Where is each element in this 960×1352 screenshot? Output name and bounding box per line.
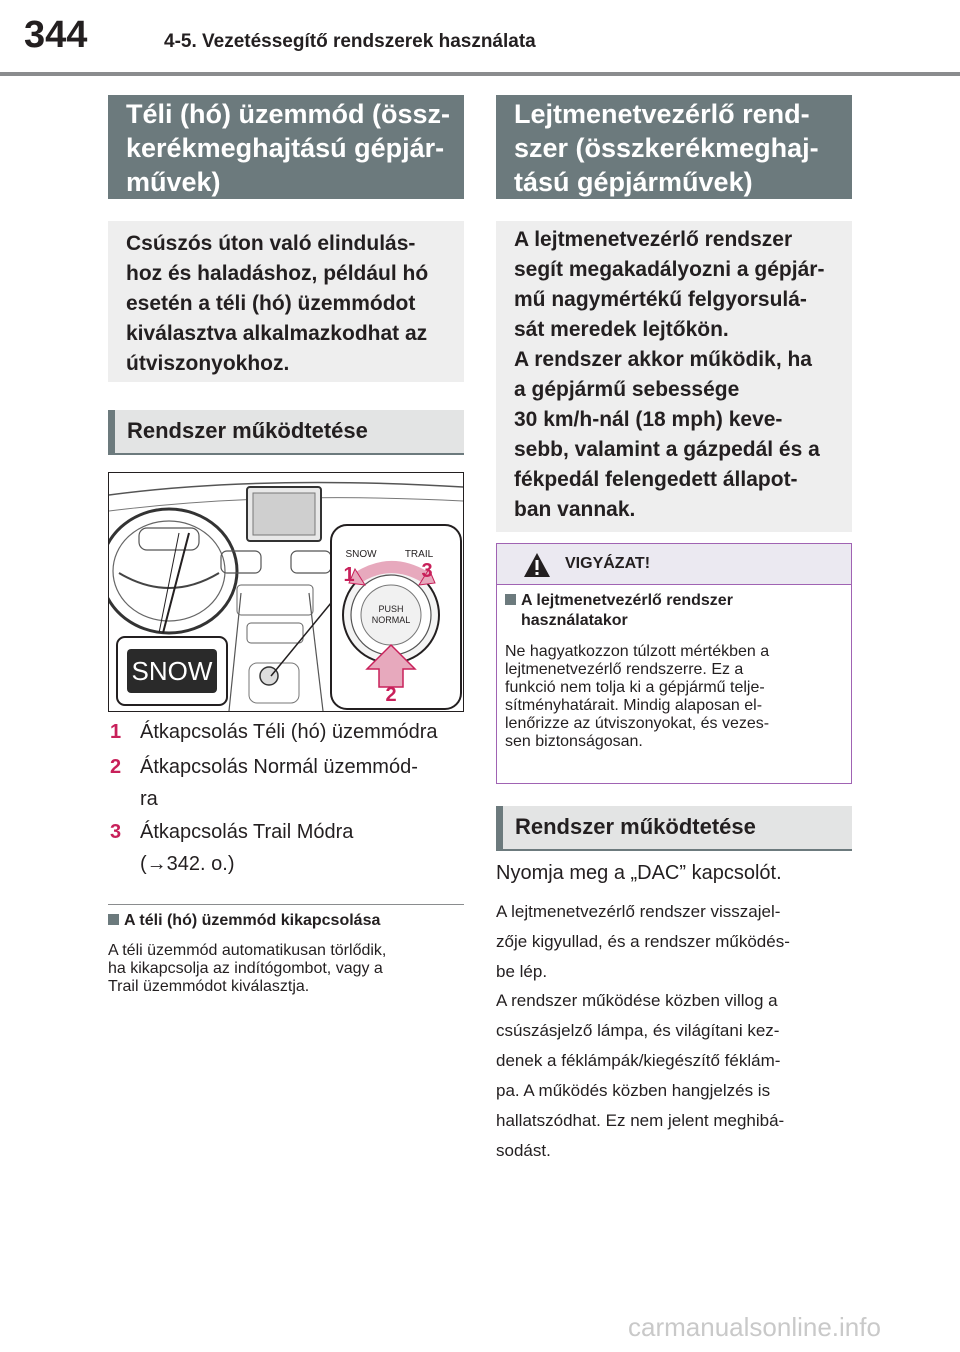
paragraph-line: csúszásjelző lámpa, és világítani kez-	[496, 1021, 780, 1040]
lead-line: esetén a téli (hó) üzemmódot	[126, 292, 416, 315]
caution-line: funkció nem tolja ki a gépjármű telje-	[505, 679, 765, 696]
paragraph-line: denek a féklámpák/kiegészítő féklám-	[496, 1051, 781, 1070]
note-divider	[108, 904, 464, 905]
paragraph-operation	[496, 986, 856, 1166]
note-title	[108, 912, 380, 930]
caution-label: VIGYÁZAT!	[565, 555, 651, 572]
section-title-dac	[496, 95, 852, 199]
paragraph-line: A rendszer működése közben villog a	[496, 991, 778, 1010]
lead-box-dac	[496, 221, 852, 532]
lead-line: A rendszer akkor működik, ha	[514, 348, 812, 371]
callout-2: 2	[385, 684, 397, 706]
caution-item-title	[505, 591, 733, 631]
note-line: Trail üzemmódot kiválasztja.	[108, 978, 310, 995]
step-text: ra	[140, 788, 158, 810]
lead-line: 30 km/h-nál (18 mph) keve-	[514, 408, 783, 431]
step-text: Átkapcsolás Téli (hó) üzemmódra	[140, 721, 438, 743]
caution-line: sítményhatárait. Mindig alaposan el-	[505, 697, 763, 714]
instruction-text: Nyomja meg a „DAC” kapcsolót.	[496, 862, 782, 884]
lead-line: sát meredek lejtőkön.	[514, 318, 729, 341]
page-number: 344	[24, 14, 88, 56]
step-number: 2	[110, 756, 122, 778]
section-title-snow-mode	[108, 95, 464, 199]
lead-line: segít megakadályozni a gépjár-	[514, 258, 825, 281]
caution-box	[496, 543, 852, 784]
title-line: tású gépjárművek)	[514, 167, 753, 197]
paragraph-indicator	[496, 897, 856, 987]
lead-line: fékpedál felengedett állapot-	[514, 468, 798, 491]
step-text: Átkapcsolás Trail Módra	[140, 821, 354, 843]
lead-line: Csúszós úton való elindulás-	[126, 232, 416, 255]
lead-line: kiválasztva alkalmazkodhat az	[126, 322, 428, 345]
dashboard-illustration	[109, 473, 463, 711]
callout-3: 3	[421, 560, 433, 582]
step-3	[110, 817, 466, 881]
caution-line: sen biztonságosan.	[505, 733, 643, 750]
subheading-text: Rendszer működtetése	[127, 418, 368, 443]
paragraph-line: be lép.	[496, 962, 548, 981]
lead-line: mű nagymértékű felgyorsulá-	[514, 288, 807, 311]
paragraph-line: pa. A működés közben hangjelzés is	[496, 1081, 771, 1100]
note-line: ha kikapcsolja az indítógombot, vagy a	[108, 960, 383, 977]
snow-indicator-label: SNOW	[131, 656, 213, 686]
caution-title-line: A lejtmenetvezérlő rendszer	[521, 592, 733, 609]
warning-triangle-icon	[523, 552, 551, 578]
caution-header	[497, 544, 851, 585]
paragraph-line: zője kigyullad, és a rendszer működés-	[496, 932, 790, 951]
bullet-square-icon	[505, 594, 516, 605]
step-number: 1	[110, 721, 122, 743]
title-line: művek)	[126, 167, 221, 197]
note-body	[108, 942, 464, 996]
paragraph-line: sodást.	[496, 1141, 551, 1160]
dashboard-figure	[108, 472, 464, 712]
step-2	[110, 752, 466, 816]
subheading-operation-right	[496, 806, 852, 851]
step-1	[110, 717, 466, 749]
title-line: kerékmeghajtású gépjár-	[126, 133, 445, 163]
subheading-operation-left	[108, 410, 464, 455]
lead-line: útviszonyokhoz.	[126, 352, 290, 375]
step-text: Átkapcsolás Normál üzemmód-	[140, 756, 418, 778]
normal-label: NORMAL	[371, 615, 411, 625]
push-label: PUSH	[378, 604, 404, 614]
lead-line: a gépjármű sebessége	[514, 378, 740, 401]
paragraph-line: A lejtmenetvezérlő rendszer visszajel-	[496, 902, 781, 921]
step-text: (→342. o.)	[140, 853, 235, 875]
step-number: 3	[110, 821, 122, 843]
lead-line: sebb, valamint a gázpedál és a	[514, 438, 820, 461]
caution-line: lejtmenetvezérlő rendszerre. Ez a	[505, 661, 744, 678]
subheading-text: Rendszer működtetése	[515, 814, 756, 839]
title-line: Lejtmenetvezérlő rend-	[514, 99, 810, 129]
dial-snow-label: SNOW	[345, 549, 377, 560]
lead-line: A lejtmenetvezérlő rendszer	[514, 228, 793, 251]
header-divider	[0, 72, 960, 76]
caution-line: lenőrizze az útviszonyokat, és vezes-	[505, 715, 770, 732]
note-line: A téli üzemmód automatikusan törlődik,	[108, 942, 387, 959]
caution-body	[505, 643, 769, 751]
caution-line: Ne hagyatkozzon túlzott mértékben a	[505, 643, 770, 660]
watermark: carmanualsonline.info	[628, 1312, 881, 1342]
callout-1: 1	[343, 564, 355, 586]
bullet-square-icon	[108, 914, 119, 925]
note-title-text: A téli (hó) üzemmód kikapcsolása	[124, 912, 381, 929]
lead-box-snow-mode	[108, 221, 464, 382]
title-line: Téli (hó) üzemmód (össz-	[126, 99, 450, 129]
chapter-title: 4-5. Vezetéssegítő rendszerek használata	[164, 31, 536, 52]
lead-line: ban vannak.	[514, 498, 636, 521]
lead-line: hoz és haladáshoz, például hó	[126, 262, 429, 285]
paragraph-line: hallatszódhat. Ez nem jelent meghibá-	[496, 1111, 785, 1130]
dial-trail-label: TRAIL	[404, 549, 434, 560]
caution-title-line: használatakor	[521, 612, 628, 629]
title-line: szer (összkerékmeghaj-	[514, 133, 819, 163]
